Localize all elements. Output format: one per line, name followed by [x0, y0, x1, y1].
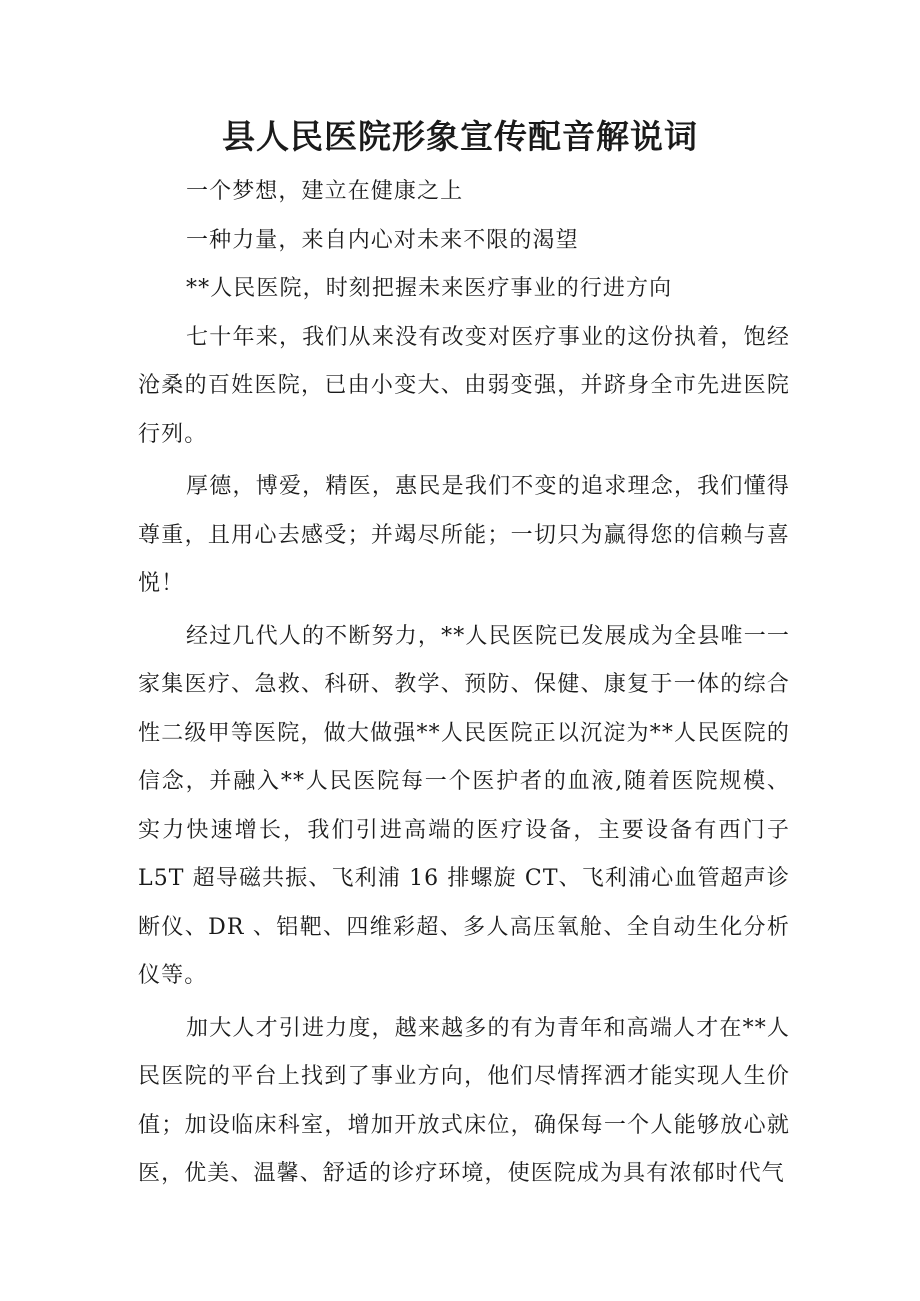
paragraph-4: 七十年来，我们从来没有改变对医疗事业的这份执着，饱经沧桑的百姓医院，已由小变大、由弱变强，并跻身全市先进医院行列。: [138, 324, 790, 447]
document-title: 县人民医院形象宣传配音解说词: [222, 117, 698, 156]
paragraph-6: 经过几代人的不断努力，**人民医院已发展成为全县唯一一家集医疗、急救、科研、教学、预防、保健、康复于一体的综合性二级甲等医院，做大做强**人民医院正以沉淀为**人民医院的信念，并融入**人民医院每一个医护者的血液,随着医院规模、实力快速增长，我们引进高端的医疗设备，主要设备有西门子 L5T 超导磁共振、飞利浦 16 排螺旋 CT、飞利浦心血管超声诊断仪、DR 、铝靶、四维彩超、多人高压氧舱、全自动生化分析仪等。: [138, 623, 790, 988]
paragraph-3: **人民医院，时刻把握未来医疗事业的行进方向: [186, 276, 673, 301]
paragraph-1: 一个梦想，建立在健康之上: [186, 179, 464, 204]
paragraph-5: 厚德，博爱，精医，惠民是我们不变的追求理念，我们懂得尊重，且用心去感受；并竭尽所能；一切只为赢得您的信赖与喜悦！: [138, 474, 790, 596]
document-body: [138, 168, 790, 1199]
paragraph-2: 一种力量，来自内心对未来不限的渴望: [186, 227, 579, 253]
paragraph-7: 加大人才引进力度，越来越多的有为青年和高端人才在**人民医院的平台上找到了事业方向，他们尽情挥洒才能实现人生价值；加设临床科室，增加开放式床位，确保每一个人能够放心就医，优美、温馨、舒适的诊疗环境，使医院成为具有浓郁时代气: [138, 1015, 790, 1186]
